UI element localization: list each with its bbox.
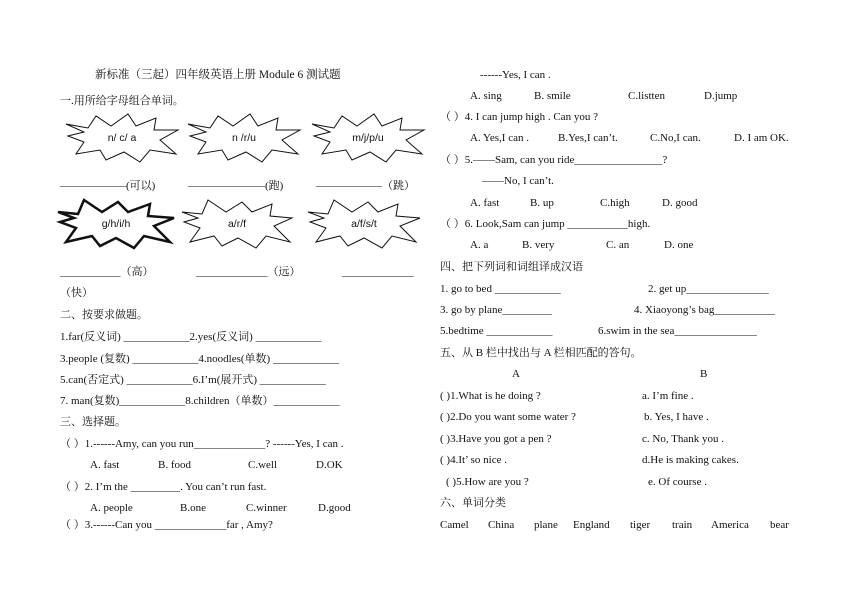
burst-letters: g/h/i/h xyxy=(101,218,131,230)
word-4: England xyxy=(573,519,610,531)
q5-option-a: A. fast xyxy=(470,197,500,209)
section3-heading: 三、选择题。 xyxy=(60,416,126,428)
section2-line-4: 7. man(复数)____________8.children（单数）____________ xyxy=(60,395,340,407)
q6-option-c: C. an xyxy=(606,239,630,251)
q5-option-c: C.high xyxy=(600,197,630,209)
answer-line-2: ———————(跑) xyxy=(188,180,284,192)
letter-burst-5 xyxy=(182,200,292,248)
question-6: （ ）6. Look,Sam can jump ___________high. xyxy=(440,218,651,230)
burst-letters: a/f/s/t xyxy=(351,218,377,230)
section4-item-1: 1. go to bed ____________ xyxy=(440,283,561,295)
section2-line-1: 1.far(反义词) ____________2.yes(反义词) ____________ xyxy=(60,331,322,343)
answer-line-5: _____________（远） xyxy=(196,266,301,278)
letter-burst-4 xyxy=(58,200,174,248)
section1-heading: 一.用所给字母组合单词。 xyxy=(60,95,184,107)
q4-option-b: B.Yes,I can’t. xyxy=(558,132,618,144)
match-answer-d: d.He is making cakes. xyxy=(642,454,739,466)
q2-option-c: C.winner xyxy=(246,502,287,514)
match-question-3: ( )3.Have you got a pen ? xyxy=(440,433,552,445)
q1-option-a: A. fast xyxy=(90,459,120,471)
burst-letters: n/ c/ a xyxy=(107,132,137,144)
section4-item-6: 6.swim in the sea_______________ xyxy=(598,325,757,337)
q2-option-a: A. people xyxy=(90,502,133,514)
q3-option-b: B. smile xyxy=(534,90,571,102)
section5-heading: 五、从 B 栏中找出与 A 栏相匹配的答句。 xyxy=(440,347,642,359)
q4-option-a: A. Yes,I can . xyxy=(470,132,529,144)
burst-letters: a/r/f xyxy=(227,218,247,230)
match-answer-b: b. Yes, I have . xyxy=(644,411,709,423)
letter-burst-6 xyxy=(308,200,420,248)
answer-line-4: ___________（高） xyxy=(60,266,154,278)
column-a-header: A xyxy=(512,368,520,380)
page-title: 新标准（三起）四年级英语上册 Module 6 测试题 xyxy=(95,69,341,81)
answer-tail: （快） xyxy=(60,287,93,299)
q3-option-a: A. sing xyxy=(470,90,502,102)
match-answer-a: a. I’m fine . xyxy=(642,390,694,402)
question-5: （ ）5.——Sam, can you ride________________? xyxy=(440,154,668,166)
question-1: （ ）1.------Amy, can you run_____________? ------Yes, I can . xyxy=(60,438,344,450)
q1-option-b: B. food xyxy=(158,459,191,471)
letter-burst-1 xyxy=(66,114,178,162)
section2-line-2: 3.people (复数) ____________4.noodles(单数) ____________ xyxy=(60,353,339,365)
q3-reply: ------Yes, I can . xyxy=(480,69,551,81)
q2-option-d: D.good xyxy=(318,502,351,514)
q6-option-b: B. very xyxy=(522,239,555,251)
letter-burst-2 xyxy=(188,114,300,162)
letter-burst-3 xyxy=(312,114,424,162)
answer-line-1: ——————(可以) xyxy=(60,180,156,192)
q3-option-c: C.listten xyxy=(628,90,665,102)
word-2: China xyxy=(488,519,515,531)
q2-option-b: B.one xyxy=(180,502,206,514)
q5-option-d: D. good xyxy=(662,197,698,209)
match-question-5: ( )5.How are you ? xyxy=(446,476,529,488)
q5-option-b: B. up xyxy=(530,197,554,209)
section4-item-4: 4. Xiaoyong’s bag___________ xyxy=(634,304,775,316)
answer-line-3: ——————（跳） xyxy=(316,180,415,192)
match-question-4: ( )4.It’ so nice . xyxy=(440,454,507,466)
burst-letters: m/j/p/u xyxy=(352,132,384,144)
answer-line-6: _____________ xyxy=(342,266,414,278)
match-question-2: ( )2.Do you want some water ? xyxy=(440,411,576,423)
match-answer-c: c. No, Thank you . xyxy=(642,433,724,445)
match-question-1: ( )1.What is he doing ? xyxy=(440,390,541,402)
question-4: （ ）4. I can jump high . Can you ? xyxy=(440,111,598,123)
burst-letters: n /r/u xyxy=(232,132,256,144)
q6-option-a: A. a xyxy=(470,239,489,251)
q4-option-d: D. I am OK. xyxy=(734,132,789,144)
column-b-header: B xyxy=(700,368,708,380)
q1-option-d: D.OK xyxy=(316,459,343,471)
section4-item-5: 5.bedtime ____________ xyxy=(440,325,553,337)
section4-heading: 四、把下列词和词组译成汉语 xyxy=(440,261,583,273)
section4-item-3: 3. go by plane_________ xyxy=(440,304,552,316)
word-7: America xyxy=(711,519,749,531)
section6-heading: 六、单词分类 xyxy=(440,497,506,509)
word-3: plane xyxy=(534,519,558,531)
word-8: bear xyxy=(770,519,789,531)
q4-option-c: C.No,I can. xyxy=(650,132,701,144)
q6-option-d: D. one xyxy=(664,239,694,251)
question-2: （ ）2. I’m the _________. You can’t run fast. xyxy=(60,481,267,493)
q5-reply: ——No, I can’t. xyxy=(482,175,554,187)
section2-heading: 二、按要求做题。 xyxy=(60,309,148,321)
word-6: train xyxy=(672,519,693,531)
word-1: Camel xyxy=(440,519,469,531)
section2-line-3: 5.can(否定式) ____________6.I’m(展开式) ____________ xyxy=(60,374,326,386)
word-5: tiger xyxy=(630,519,651,531)
match-answer-e: e. Of course . xyxy=(648,476,707,488)
q3-option-d: D.jump xyxy=(704,90,738,102)
q1-option-c: C.well xyxy=(248,459,278,471)
section4-item-2: 2. get up_______________ xyxy=(648,283,769,295)
question-3: （ ）3.------Can you _____________far , Amy? xyxy=(60,519,273,531)
